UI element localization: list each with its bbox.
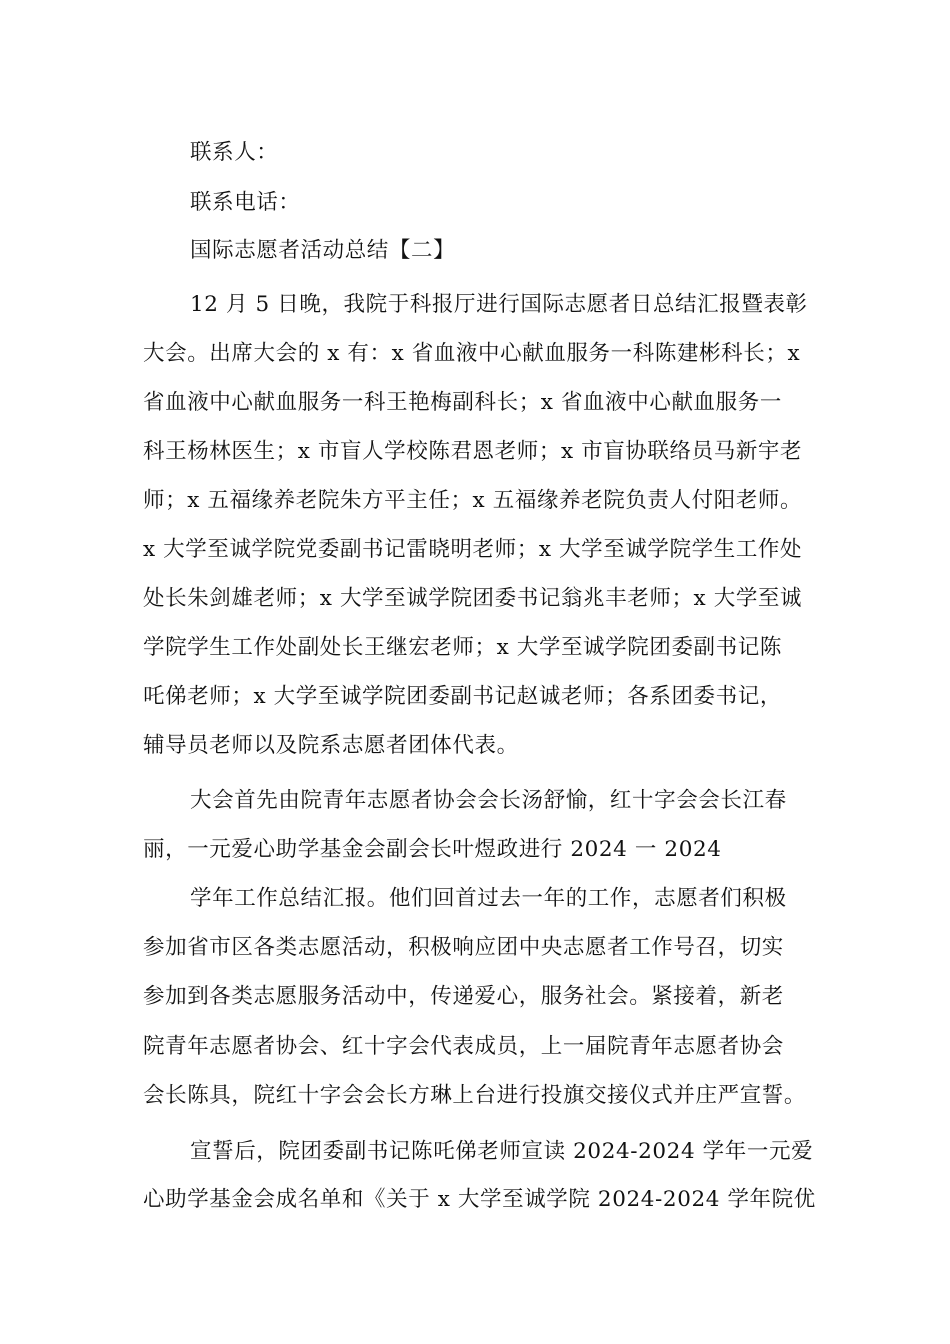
paragraph-line: 辅导员老师以及院系志愿者团体代表。 xyxy=(143,733,519,758)
paragraph-line: 参加到各类志愿服务活动中，传递爱心，服务社会。紧接着，新老 xyxy=(143,984,784,1009)
paragraph-line: x 大学至诚学院党委副书记雷晓明老师；x 大学至诚学院学生工作处 xyxy=(143,537,803,562)
paragraph-line: 心助学基金会成名单和《关于 x 大学至诚学院 2024-2024 学年院优 xyxy=(143,1187,816,1212)
paragraph-line: 吒俤老师；x 大学至诚学院团委副书记赵诚老师；各系团委书记， xyxy=(143,684,782,709)
paragraph-line: 12 月 5 日晚，我院于科报厅进行国际志愿者日总结汇报暨表彰 xyxy=(190,292,808,317)
paragraph-line: 学院学生工作处副处长王继宏老师；x 大学至诚学院团委副书记陈 xyxy=(143,635,782,660)
paragraph-line: 参加省市区各类志愿活动，积极响应团中央志愿者工作号召，切实 xyxy=(143,935,784,960)
paragraph-line: 科王杨林医生；x 市盲人学校陈君恩老师；x 市盲协联络员马新宇老 xyxy=(143,439,803,464)
paragraph-line: 大会首先由院青年志愿者协会会长汤舒愉，红十字会会长江春 xyxy=(190,788,787,813)
paragraph-line: 会长陈具，院红十字会会长方琳上台进行投旗交接仪式并庄严宣誓。 xyxy=(143,1083,807,1108)
paragraph-line: 大会。出席大会的 x 有：x 省血液中心献血服务一科陈建彬科长；x xyxy=(143,341,801,366)
paragraph-line: 丽，一元爱心助学基金会副会长叶煜政进行 2024 一 2024 xyxy=(143,837,722,862)
section-heading: 国际志愿者活动总结【二】 xyxy=(190,238,456,263)
paragraph-line: 省血液中心献血服务一科王艳梅副科长；x 省血液中心献血服务一 xyxy=(143,390,782,415)
paragraph-line: 学年工作总结汇报。他们回首过去一年的工作，志愿者们积极 xyxy=(190,886,787,911)
paragraph-line: 院青年志愿者协会、红十字会代表成员，上一届院青年志愿者协会 xyxy=(143,1034,784,1059)
contact-person-label: 联系人： xyxy=(190,140,279,165)
paragraph-line: 师；x 五福缘养老院朱方平主任；x 五福缘养老院负责人付阳老师。 xyxy=(143,488,803,513)
paragraph-line: 处长朱剑雄老师；x 大学至诚学院团委书记翁兆丰老师；x 大学至诚 xyxy=(143,586,803,611)
contact-phone-label: 联系电话： xyxy=(190,190,301,215)
paragraph-line: 宣誓后，院团委副书记陈吒俤老师宣读 2024-2024 学年一元爱 xyxy=(190,1139,814,1164)
